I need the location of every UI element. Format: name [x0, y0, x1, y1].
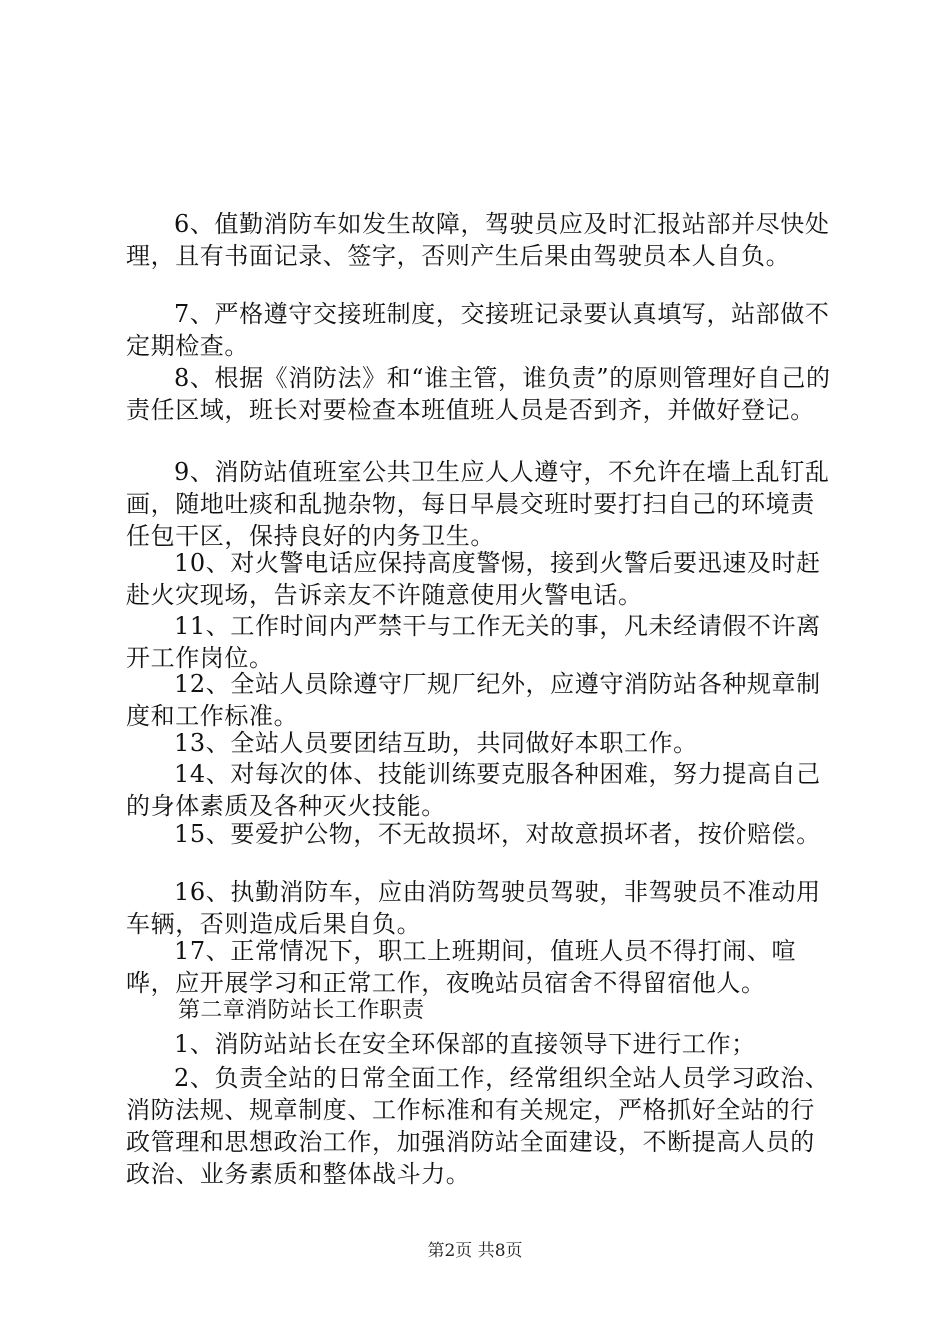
- paragraph-item-11: 11、工作时间内严禁干与工作无关的事，凡未经请假不许离开工作岗位。: [126, 612, 821, 672]
- chapter-paragraph-1: 1、消防站站长在安全环保部的直接领导下进行工作；: [174, 1030, 756, 1058]
- page-number-footer: 第2页 共8页: [427, 1241, 523, 1261]
- paragraph-item-13: 13、全站人员要团结互助，共同做好本职工作。: [174, 729, 698, 757]
- chapter-paragraph-2: 2、负责全站的日常全面工作，经常组织全站人员学习政治、消防法规、规章制度、工作标准和有关规定，严格抓好全站的行政管理和思想政治工作，加强消防站全面建设，不断提高人员的政治、业务素质和整体战斗力。: [126, 1064, 830, 1188]
- paragraph-item-14: 14、对每次的体、技能训练要克服各种困难，努力提高自己的身体素质及各种灭火技能。: [126, 760, 821, 820]
- paragraph-item-15: 15、要爱护公物，不无故损坏，对故意损坏者，按价赔偿。: [174, 820, 821, 848]
- paragraph-item-10: 10、对火警电话应保持高度警惕，接到火警后要迅速及时赶赴火灾现场，告诉亲友不许随意使用火警电话。: [126, 549, 821, 609]
- paragraph-item-16: 16、执勤消防车，应由消防驾驶员驾驶，非驾驶员不准动用车辆，否则造成后果自负。: [126, 878, 821, 938]
- paragraph-item-7: 7、严格遵守交接班制度，交接班记录要认真填写，站部做不定期检查。: [126, 300, 830, 360]
- paragraph-item-6: 6、值勤消防车如发生故障，驾驶员应及时汇报站部并尽快处理，且有书面记录、签字，否则产生后果由驾驶员本人自负。: [126, 210, 830, 270]
- paragraph-item-12: 12、全站人员除遵守厂规厂纪外，应遵守消防站各种规章制度和工作标准。: [126, 670, 821, 730]
- paragraph-item-8: 8、根据《消防法》和“谁主管，谁负责”的原则管理好自己的责任区域，班长对要检查本班值班人员是否到齐，并做好登记。: [126, 364, 831, 424]
- paragraph-item-9: 9、消防站值班室公共卫生应人人遵守，不允许在墙上乱钉乱画，随地吐痰和乱抛杂物，每日早晨交班时要打扫自己的环境责任包干区，保持良好的内务卫生。: [126, 458, 830, 550]
- paragraph-item-17: 17、正常情况下，职工上班期间，值班人员不得打闹、喧哗，应开展学习和正常工作，夜晚站员宿舍不得留宿他人。: [126, 937, 797, 997]
- chapter-heading: 第二章消防站长工作职责: [178, 998, 425, 1023]
